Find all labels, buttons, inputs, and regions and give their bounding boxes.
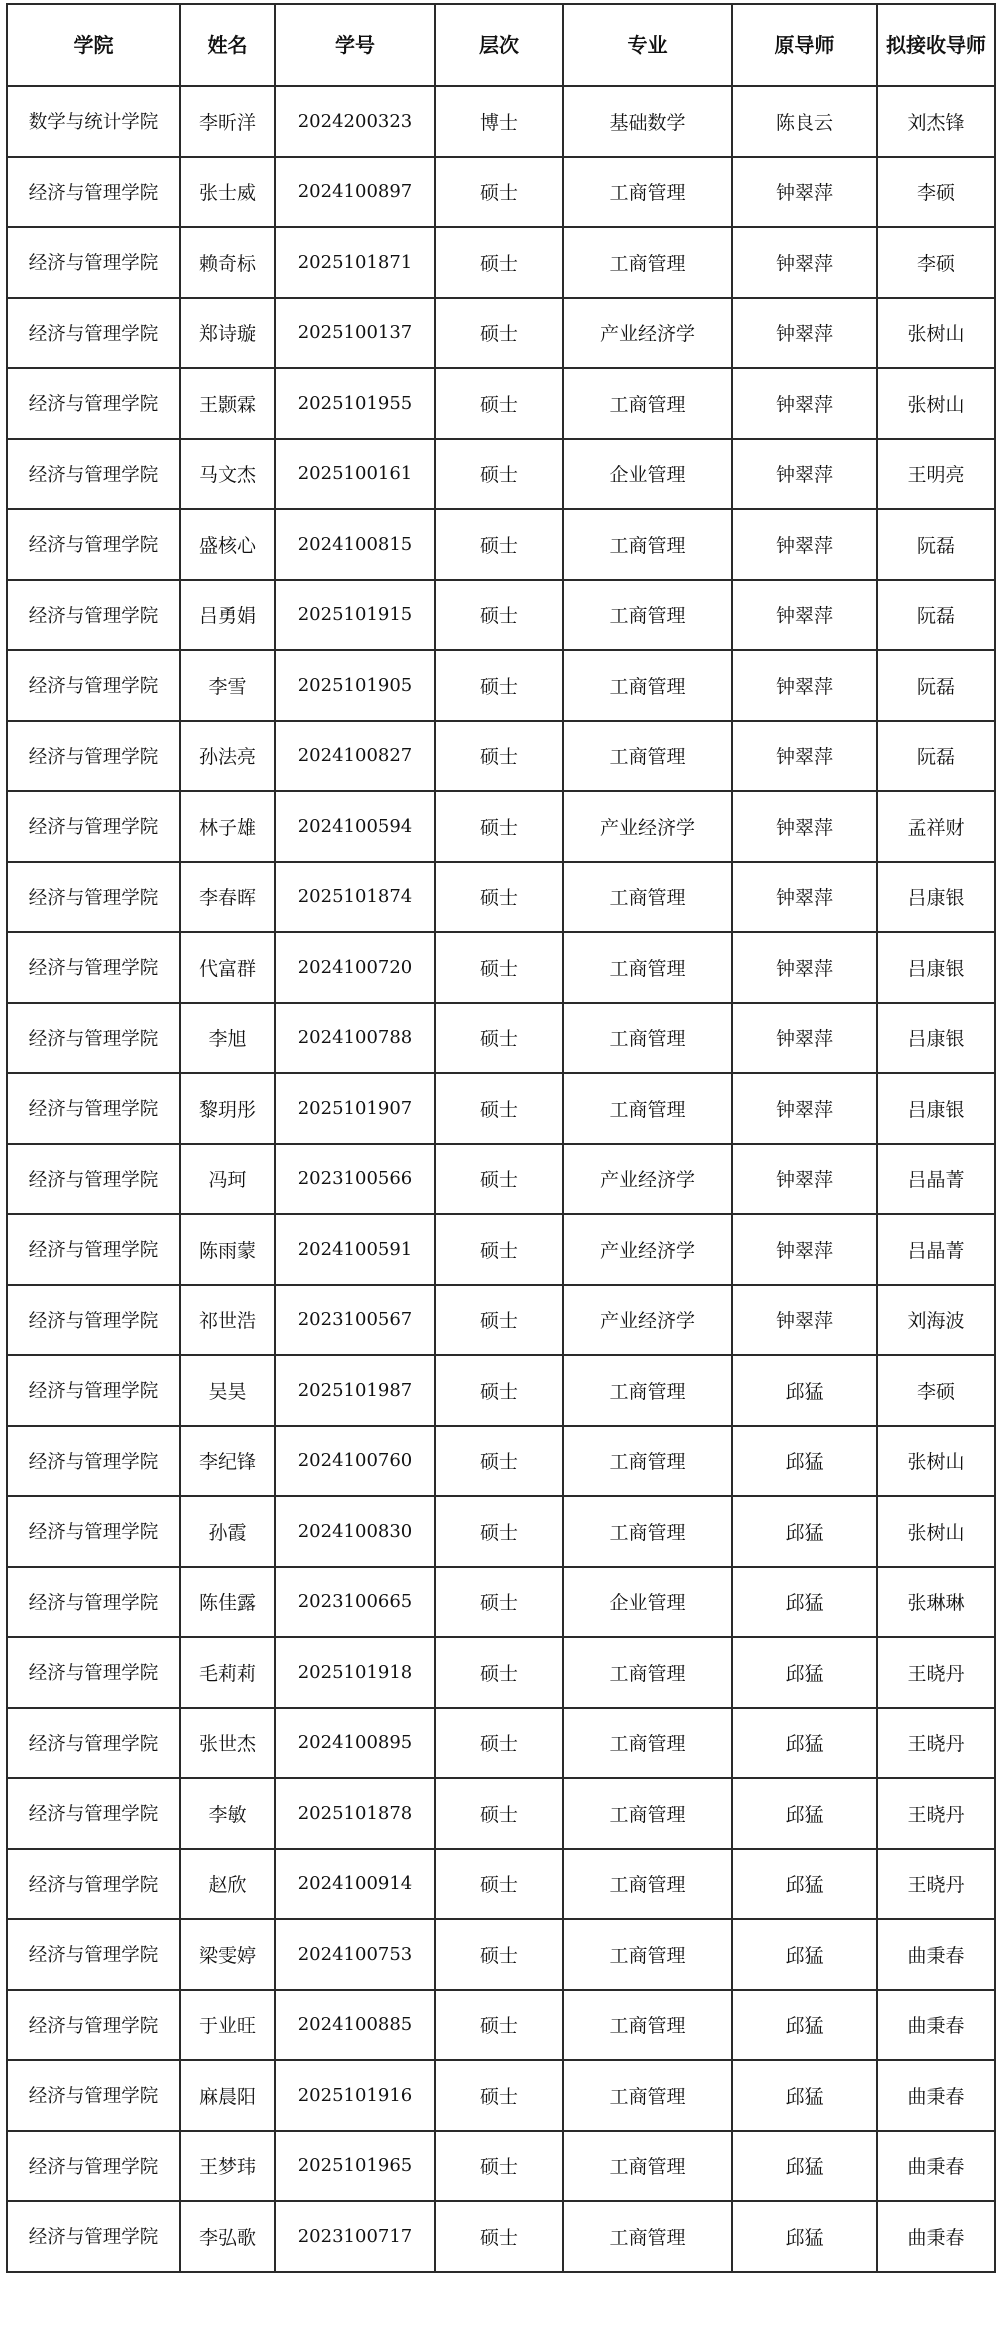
cell-college: 经济与管理学院: [7, 1003, 180, 1074]
cell-college: 经济与管理学院: [7, 1990, 180, 2061]
cell-student-name: 代富群: [180, 932, 275, 1003]
cell-level: 硕士: [435, 1496, 563, 1567]
cell-original-advisor: 钟翠萍: [732, 1003, 877, 1074]
cell-receiving-advisor: 吕康银: [877, 1073, 995, 1144]
cell-student-name: 吴昊: [180, 1355, 275, 1426]
cell-college: 经济与管理学院: [7, 1496, 180, 1567]
cell-level: 硕士: [435, 227, 563, 298]
cell-major: 工商管理: [563, 1496, 732, 1567]
cell-receiving-advisor: 李硕: [877, 227, 995, 298]
cell-receiving-advisor: 吕晶菁: [877, 1214, 995, 1285]
cell-original-advisor: 邱猛: [732, 1496, 877, 1567]
table-row: [7, 1496, 995, 1567]
cell-college: 经济与管理学院: [7, 227, 180, 298]
cell-major: 工商管理: [563, 227, 732, 298]
cell-original-advisor: 邱猛: [732, 2131, 877, 2202]
cell-college: 经济与管理学院: [7, 2060, 180, 2131]
cell-level: 硕士: [435, 1567, 563, 1638]
cell-student-name: 李昕洋: [180, 86, 275, 157]
table-row: [7, 791, 995, 862]
cell-original-advisor: 钟翠萍: [732, 298, 877, 369]
table-row: [7, 1426, 995, 1497]
table-row: [7, 1214, 995, 1285]
cell-student-id: 2025101871: [275, 227, 435, 298]
cell-receiving-advisor: 曲秉春: [877, 1990, 995, 2061]
cell-receiving-advisor: 王晓丹: [877, 1778, 995, 1849]
cell-student-id: 2024100591: [275, 1214, 435, 1285]
cell-student-id: 2024100760: [275, 1426, 435, 1497]
cell-student-name: 陈佳露: [180, 1567, 275, 1638]
cell-receiving-advisor: 吕晶菁: [877, 1144, 995, 1215]
cell-receiving-advisor: 张树山: [877, 368, 995, 439]
cell-receiving-advisor: 王晓丹: [877, 1849, 995, 1920]
cell-level: 硕士: [435, 1919, 563, 1990]
header-name: 姓名: [180, 4, 275, 86]
cell-student-id: 2025101987: [275, 1355, 435, 1426]
table-row: [7, 298, 995, 369]
table-row: [7, 2060, 995, 2131]
cell-student-name: 赖奇标: [180, 227, 275, 298]
cell-student-id: 2023100567: [275, 1285, 435, 1356]
cell-level: 博士: [435, 86, 563, 157]
cell-original-advisor: 邱猛: [732, 1567, 877, 1638]
table-row: [7, 2131, 995, 2202]
cell-student-name: 李雪: [180, 650, 275, 721]
cell-original-advisor: 邱猛: [732, 1919, 877, 1990]
cell-major: 工商管理: [563, 157, 732, 228]
cell-original-advisor: 钟翠萍: [732, 227, 877, 298]
cell-original-advisor: 钟翠萍: [732, 1073, 877, 1144]
cell-college: 经济与管理学院: [7, 1355, 180, 1426]
table-row: [7, 86, 995, 157]
cell-student-id: 2025101907: [275, 1073, 435, 1144]
cell-level: 硕士: [435, 509, 563, 580]
table-row: [7, 157, 995, 228]
cell-student-id: 2025101955: [275, 368, 435, 439]
cell-major: 工商管理: [563, 1426, 732, 1497]
cell-student-id: 2024100827: [275, 721, 435, 792]
cell-major: 工商管理: [563, 721, 732, 792]
cell-student-id: 2025101878: [275, 1778, 435, 1849]
cell-level: 硕士: [435, 368, 563, 439]
cell-level: 硕士: [435, 2201, 563, 2272]
cell-student-name: 孙法亮: [180, 721, 275, 792]
header-college: 学院: [7, 4, 180, 86]
cell-college: 经济与管理学院: [7, 1637, 180, 1708]
cell-student-id: 2025101905: [275, 650, 435, 721]
cell-college: 经济与管理学院: [7, 1144, 180, 1215]
cell-student-name: 吕勇娟: [180, 580, 275, 651]
cell-major: 工商管理: [563, 509, 732, 580]
cell-student-id: 2023100665: [275, 1567, 435, 1638]
cell-student-id: 2024100720: [275, 932, 435, 1003]
cell-student-id: 2023100566: [275, 1144, 435, 1215]
cell-student-id: 2024100788: [275, 1003, 435, 1074]
cell-major: 工商管理: [563, 862, 732, 933]
cell-college: 经济与管理学院: [7, 2201, 180, 2272]
cell-major: 产业经济学: [563, 1144, 732, 1215]
cell-original-advisor: 钟翠萍: [732, 862, 877, 933]
cell-original-advisor: 邱猛: [732, 1708, 877, 1779]
cell-student-id: 2024200323: [275, 86, 435, 157]
cell-college: 经济与管理学院: [7, 1426, 180, 1497]
cell-student-name: 李春晖: [180, 862, 275, 933]
cell-receiving-advisor: 李硕: [877, 157, 995, 228]
cell-original-advisor: 陈良云: [732, 86, 877, 157]
header-row: [7, 4, 995, 86]
table-row: [7, 650, 995, 721]
table-row: [7, 1567, 995, 1638]
cell-level: 硕士: [435, 650, 563, 721]
cell-student-name: 冯珂: [180, 1144, 275, 1215]
table-row: [7, 439, 995, 510]
cell-original-advisor: 钟翠萍: [732, 439, 877, 510]
table-row: [7, 580, 995, 651]
table-row: [7, 1990, 995, 2061]
header-level: 层次: [435, 4, 563, 86]
cell-college: 经济与管理学院: [7, 439, 180, 510]
cell-student-name: 王颢霖: [180, 368, 275, 439]
cell-receiving-advisor: 曲秉春: [877, 1919, 995, 1990]
cell-receiving-advisor: 王晓丹: [877, 1708, 995, 1779]
cell-receiving-advisor: 阮磊: [877, 509, 995, 580]
table-row: [7, 932, 995, 1003]
cell-college: 经济与管理学院: [7, 1073, 180, 1144]
cell-student-id: 2024100914: [275, 1849, 435, 1920]
cell-college: 经济与管理学院: [7, 1919, 180, 1990]
cell-student-id: 2024100815: [275, 509, 435, 580]
cell-major: 产业经济学: [563, 1285, 732, 1356]
cell-major: 工商管理: [563, 932, 732, 1003]
advisor-transfer-table: [6, 3, 996, 2273]
cell-major: 工商管理: [563, 650, 732, 721]
cell-original-advisor: 钟翠萍: [732, 721, 877, 792]
cell-original-advisor: 钟翠萍: [732, 932, 877, 1003]
cell-receiving-advisor: 李硕: [877, 1355, 995, 1426]
table-row: [7, 1003, 995, 1074]
cell-original-advisor: 邱猛: [732, 1355, 877, 1426]
cell-level: 硕士: [435, 1708, 563, 1779]
cell-major: 工商管理: [563, 1637, 732, 1708]
cell-student-name: 盛核心: [180, 509, 275, 580]
cell-student-id: 2025101918: [275, 1637, 435, 1708]
cell-student-id: 2024100885: [275, 1990, 435, 2061]
cell-level: 硕士: [435, 1426, 563, 1497]
cell-student-id: 2024100897: [275, 157, 435, 228]
table-row: [7, 1144, 995, 1215]
cell-college: 经济与管理学院: [7, 1849, 180, 1920]
cell-student-name: 毛莉莉: [180, 1637, 275, 1708]
cell-major: 工商管理: [563, 2060, 732, 2131]
cell-receiving-advisor: 王明亮: [877, 439, 995, 510]
table-row: [7, 1919, 995, 1990]
table-body: [7, 86, 995, 2272]
cell-original-advisor: 钟翠萍: [732, 580, 877, 651]
cell-student-name: 王梦玮: [180, 2131, 275, 2202]
cell-receiving-advisor: 吕康银: [877, 862, 995, 933]
table-row: [7, 509, 995, 580]
cell-level: 硕士: [435, 862, 563, 933]
cell-major: 工商管理: [563, 1990, 732, 2061]
cell-receiving-advisor: 曲秉春: [877, 2060, 995, 2131]
cell-receiving-advisor: 张琳琳: [877, 1567, 995, 1638]
cell-original-advisor: 钟翠萍: [732, 1285, 877, 1356]
table-row: [7, 1355, 995, 1426]
cell-major: 工商管理: [563, 368, 732, 439]
cell-student-name: 孙霞: [180, 1496, 275, 1567]
cell-level: 硕士: [435, 2060, 563, 2131]
cell-original-advisor: 钟翠萍: [732, 1144, 877, 1215]
cell-original-advisor: 邱猛: [732, 2201, 877, 2272]
cell-student-name: 梁雯婷: [180, 1919, 275, 1990]
cell-level: 硕士: [435, 1144, 563, 1215]
cell-student-name: 林子雄: [180, 791, 275, 862]
cell-student-id: 2025101916: [275, 2060, 435, 2131]
cell-major: 工商管理: [563, 1708, 732, 1779]
cell-student-id: 2024100753: [275, 1919, 435, 1990]
cell-student-id: 2025100161: [275, 439, 435, 510]
cell-major: 产业经济学: [563, 1214, 732, 1285]
cell-level: 硕士: [435, 1637, 563, 1708]
table-row: [7, 227, 995, 298]
cell-original-advisor: 钟翠萍: [732, 368, 877, 439]
cell-receiving-advisor: 阮磊: [877, 650, 995, 721]
cell-major: 产业经济学: [563, 298, 732, 369]
cell-college: 经济与管理学院: [7, 2131, 180, 2202]
cell-college: 经济与管理学院: [7, 1285, 180, 1356]
cell-receiving-advisor: 刘海波: [877, 1285, 995, 1356]
cell-student-id: 2024100830: [275, 1496, 435, 1567]
cell-college: 经济与管理学院: [7, 368, 180, 439]
cell-college: 经济与管理学院: [7, 1214, 180, 1285]
cell-original-advisor: 邱猛: [732, 1637, 877, 1708]
cell-level: 硕士: [435, 721, 563, 792]
header-student-id: 学号: [275, 4, 435, 86]
cell-level: 硕士: [435, 1778, 563, 1849]
cell-student-name: 赵欣: [180, 1849, 275, 1920]
cell-student-name: 陈雨蒙: [180, 1214, 275, 1285]
cell-level: 硕士: [435, 1003, 563, 1074]
cell-receiving-advisor: 刘杰锋: [877, 86, 995, 157]
table-row: [7, 721, 995, 792]
cell-college: 经济与管理学院: [7, 1567, 180, 1638]
cell-student-name: 李敏: [180, 1778, 275, 1849]
cell-major: 工商管理: [563, 1355, 732, 1426]
cell-major: 工商管理: [563, 2131, 732, 2202]
table-row: [7, 1637, 995, 1708]
cell-student-name: 于业旺: [180, 1990, 275, 2061]
header-original-advisor: 原导师: [732, 4, 877, 86]
cell-original-advisor: 邱猛: [732, 1990, 877, 2061]
cell-student-id: 2025101915: [275, 580, 435, 651]
cell-original-advisor: 邱猛: [732, 1849, 877, 1920]
cell-level: 硕士: [435, 1285, 563, 1356]
table-row: [7, 862, 995, 933]
cell-college: 经济与管理学院: [7, 580, 180, 651]
cell-student-name: 马文杰: [180, 439, 275, 510]
cell-student-name: 李旭: [180, 1003, 275, 1074]
cell-receiving-advisor: 王晓丹: [877, 1637, 995, 1708]
cell-level: 硕士: [435, 1073, 563, 1144]
cell-level: 硕士: [435, 932, 563, 1003]
cell-receiving-advisor: 张树山: [877, 1496, 995, 1567]
cell-student-name: 张世杰: [180, 1708, 275, 1779]
cell-major: 工商管理: [563, 1003, 732, 1074]
cell-student-name: 李弘歌: [180, 2201, 275, 2272]
cell-original-advisor: 邱猛: [732, 2060, 877, 2131]
cell-level: 硕士: [435, 298, 563, 369]
cell-original-advisor: 钟翠萍: [732, 650, 877, 721]
cell-original-advisor: 钟翠萍: [732, 509, 877, 580]
cell-student-id: 2025101965: [275, 2131, 435, 2202]
table-header: [7, 4, 995, 86]
cell-original-advisor: 邱猛: [732, 1426, 877, 1497]
table-row: [7, 1073, 995, 1144]
cell-receiving-advisor: 张树山: [877, 298, 995, 369]
cell-student-name: 张士威: [180, 157, 275, 228]
cell-original-advisor: 钟翠萍: [732, 1214, 877, 1285]
cell-student-id: 2024100594: [275, 791, 435, 862]
cell-student-name: 郑诗璇: [180, 298, 275, 369]
cell-college: 经济与管理学院: [7, 791, 180, 862]
cell-level: 硕士: [435, 2131, 563, 2202]
table-row: [7, 1285, 995, 1356]
cell-college: 经济与管理学院: [7, 1778, 180, 1849]
cell-major: 工商管理: [563, 1073, 732, 1144]
table-row: [7, 1778, 995, 1849]
cell-college: 经济与管理学院: [7, 298, 180, 369]
cell-original-advisor: 钟翠萍: [732, 157, 877, 228]
cell-major: 工商管理: [563, 580, 732, 651]
cell-level: 硕士: [435, 1990, 563, 2061]
cell-level: 硕士: [435, 157, 563, 228]
cell-major: 企业管理: [563, 1567, 732, 1638]
cell-student-name: 麻晨阳: [180, 2060, 275, 2131]
cell-level: 硕士: [435, 791, 563, 862]
cell-level: 硕士: [435, 439, 563, 510]
cell-student-id: 2025100137: [275, 298, 435, 369]
cell-college: 经济与管理学院: [7, 509, 180, 580]
cell-college: 经济与管理学院: [7, 862, 180, 933]
cell-student-id: 2024100895: [275, 1708, 435, 1779]
cell-college: 经济与管理学院: [7, 721, 180, 792]
cell-college: 数学与统计学院: [7, 86, 180, 157]
cell-major: 基础数学: [563, 86, 732, 157]
cell-receiving-advisor: 曲秉春: [877, 2131, 995, 2202]
cell-level: 硕士: [435, 580, 563, 651]
cell-major: 工商管理: [563, 1919, 732, 1990]
cell-receiving-advisor: 孟祥财: [877, 791, 995, 862]
cell-student-id: 2023100717: [275, 2201, 435, 2272]
cell-college: 经济与管理学院: [7, 650, 180, 721]
table-row: [7, 368, 995, 439]
cell-student-name: 祁世浩: [180, 1285, 275, 1356]
header-major: 专业: [563, 4, 732, 86]
table-row: [7, 1849, 995, 1920]
table-row: [7, 2201, 995, 2272]
cell-receiving-advisor: 吕康银: [877, 1003, 995, 1074]
cell-level: 硕士: [435, 1849, 563, 1920]
header-receiving-advisor: 拟接收导师: [877, 4, 995, 86]
cell-level: 硕士: [435, 1214, 563, 1285]
cell-receiving-advisor: 阮磊: [877, 721, 995, 792]
cell-major: 工商管理: [563, 2201, 732, 2272]
cell-college: 经济与管理学院: [7, 1708, 180, 1779]
cell-major: 企业管理: [563, 439, 732, 510]
cell-original-advisor: 钟翠萍: [732, 791, 877, 862]
cell-student-id: 2025101874: [275, 862, 435, 933]
cell-college: 经济与管理学院: [7, 157, 180, 228]
cell-college: 经济与管理学院: [7, 932, 180, 1003]
cell-receiving-advisor: 曲秉春: [877, 2201, 995, 2272]
cell-major: 产业经济学: [563, 791, 732, 862]
cell-receiving-advisor: 阮磊: [877, 580, 995, 651]
cell-original-advisor: 邱猛: [732, 1778, 877, 1849]
cell-major: 工商管理: [563, 1778, 732, 1849]
cell-student-name: 李纪锋: [180, 1426, 275, 1497]
cell-student-name: 黎玥彤: [180, 1073, 275, 1144]
cell-receiving-advisor: 吕康银: [877, 932, 995, 1003]
table-row: [7, 1708, 995, 1779]
cell-receiving-advisor: 张树山: [877, 1426, 995, 1497]
cell-level: 硕士: [435, 1355, 563, 1426]
cell-major: 工商管理: [563, 1849, 732, 1920]
